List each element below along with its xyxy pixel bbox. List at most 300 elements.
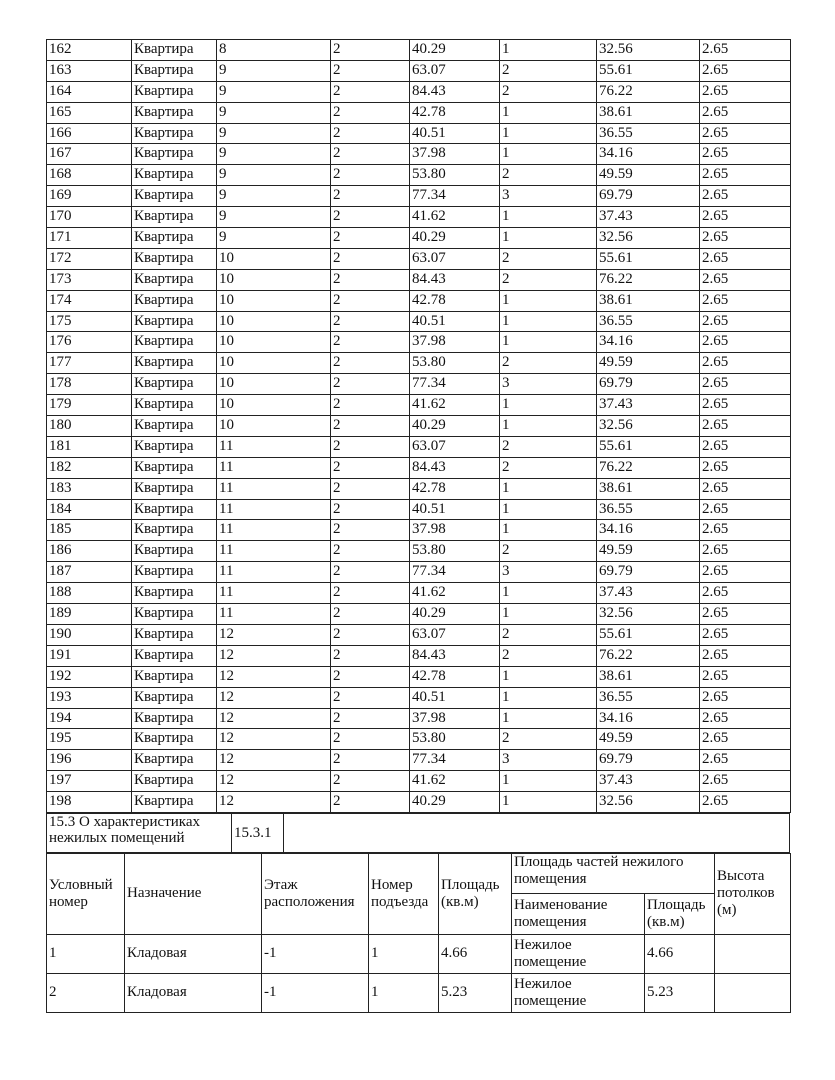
table-cell: 2 bbox=[331, 228, 410, 249]
table-row bbox=[47, 457, 791, 478]
table-cell: 9 bbox=[217, 102, 331, 123]
table-cell: 2 bbox=[331, 666, 410, 687]
table-cell: 34.16 bbox=[597, 708, 700, 729]
table-cell: 181 bbox=[47, 436, 132, 457]
table-cell: 40.29 bbox=[410, 416, 500, 437]
table-cell: 41.62 bbox=[410, 207, 500, 228]
table-cell: 40.29 bbox=[410, 228, 500, 249]
table-cell: 11 bbox=[217, 499, 331, 520]
table-cell: 2.65 bbox=[700, 583, 791, 604]
table-row bbox=[47, 186, 791, 207]
table-cell: 2 bbox=[331, 207, 410, 228]
table-row bbox=[47, 541, 791, 562]
table-cell: 9 bbox=[217, 60, 331, 81]
table-cell: 2.65 bbox=[700, 708, 791, 729]
table-cell: 195 bbox=[47, 729, 132, 750]
table-cell: Кладовая bbox=[125, 934, 262, 973]
table-cell: 12 bbox=[217, 666, 331, 687]
table-row bbox=[47, 374, 791, 395]
table-cell: 10 bbox=[217, 269, 331, 290]
table-cell: 32.56 bbox=[597, 604, 700, 625]
table-cell: 32.56 bbox=[597, 228, 700, 249]
table-cell: 76.22 bbox=[597, 645, 700, 666]
table-row bbox=[47, 750, 791, 771]
table-cell: 184 bbox=[47, 499, 132, 520]
table-row bbox=[47, 436, 791, 457]
table-cell: 2 bbox=[331, 102, 410, 123]
table-cell: 41.62 bbox=[410, 583, 500, 604]
table-cell: 11 bbox=[217, 478, 331, 499]
table-cell: 2 bbox=[500, 81, 597, 102]
table-cell: 2.65 bbox=[700, 311, 791, 332]
table-cell: 163 bbox=[47, 60, 132, 81]
table-cell: 2 bbox=[331, 562, 410, 583]
table-row bbox=[47, 165, 791, 186]
header-part-name: Наименование помещения bbox=[512, 894, 645, 935]
table-cell: 10 bbox=[217, 353, 331, 374]
table-row bbox=[47, 792, 791, 813]
table-cell: 2.65 bbox=[700, 520, 791, 541]
table-cell: 2 bbox=[331, 436, 410, 457]
table-cell: 69.79 bbox=[597, 186, 700, 207]
table-cell: Квартира bbox=[132, 708, 217, 729]
table-cell: 12 bbox=[217, 729, 331, 750]
table-cell: 42.78 bbox=[410, 290, 500, 311]
table-cell: 49.59 bbox=[597, 353, 700, 374]
table-cell: 1 bbox=[500, 207, 597, 228]
table-cell: 40.51 bbox=[410, 311, 500, 332]
table-cell: 77.34 bbox=[410, 374, 500, 395]
table-cell: 84.43 bbox=[410, 457, 500, 478]
table-cell: Квартира bbox=[132, 792, 217, 813]
table-cell: 176 bbox=[47, 332, 132, 353]
table-cell: 2 bbox=[500, 645, 597, 666]
table-cell: 2 bbox=[331, 81, 410, 102]
table-cell: 9 bbox=[217, 165, 331, 186]
table-cell: 2 bbox=[500, 541, 597, 562]
table-cell: 9 bbox=[217, 228, 331, 249]
table-cell: 179 bbox=[47, 395, 132, 416]
table-row bbox=[47, 311, 791, 332]
table-cell: 2 bbox=[331, 290, 410, 311]
table-cell: 2 bbox=[331, 248, 410, 269]
table-cell: 84.43 bbox=[410, 645, 500, 666]
table-cell: 3 bbox=[500, 374, 597, 395]
table-cell: 2.65 bbox=[700, 186, 791, 207]
table-cell: Квартира bbox=[132, 374, 217, 395]
table-cell: 38.61 bbox=[597, 478, 700, 499]
table-cell: 69.79 bbox=[597, 374, 700, 395]
table-cell: 1 bbox=[369, 973, 439, 1012]
table-cell: Квартира bbox=[132, 81, 217, 102]
table-cell: 32.56 bbox=[597, 40, 700, 61]
table-cell: 2.65 bbox=[700, 353, 791, 374]
table-cell: 172 bbox=[47, 248, 132, 269]
table-cell: 37.43 bbox=[597, 583, 700, 604]
table-row bbox=[47, 269, 791, 290]
table-cell: 34.16 bbox=[597, 332, 700, 353]
table-cell: 11 bbox=[217, 520, 331, 541]
table-cell: Квартира bbox=[132, 228, 217, 249]
table-cell: 2.65 bbox=[700, 416, 791, 437]
table-row bbox=[47, 604, 791, 625]
table-row bbox=[47, 395, 791, 416]
table-cell: 2.65 bbox=[700, 771, 791, 792]
table-cell: 177 bbox=[47, 353, 132, 374]
table-cell: 2 bbox=[331, 269, 410, 290]
table-cell: 173 bbox=[47, 269, 132, 290]
table-row bbox=[47, 708, 791, 729]
table-cell: 40.51 bbox=[410, 499, 500, 520]
table-cell: 194 bbox=[47, 708, 132, 729]
table-cell: Квартира bbox=[132, 520, 217, 541]
apartments-table bbox=[46, 39, 791, 813]
table-cell: 36.55 bbox=[597, 311, 700, 332]
table-cell: 178 bbox=[47, 374, 132, 395]
table-cell: 2 bbox=[331, 144, 410, 165]
table-cell: 2 bbox=[331, 645, 410, 666]
table-cell: 37.98 bbox=[410, 708, 500, 729]
table-cell: 2.65 bbox=[700, 40, 791, 61]
table-cell: 4.66 bbox=[645, 934, 715, 973]
table-cell: 76.22 bbox=[597, 81, 700, 102]
table-cell: 40.29 bbox=[410, 604, 500, 625]
table-cell: 169 bbox=[47, 186, 132, 207]
table-cell: 5.23 bbox=[439, 973, 512, 1012]
table-cell: Квартира bbox=[132, 666, 217, 687]
table-cell: 10 bbox=[217, 248, 331, 269]
table-cell: 2.65 bbox=[700, 228, 791, 249]
table-cell: 76.22 bbox=[597, 457, 700, 478]
table-cell: 196 bbox=[47, 750, 132, 771]
header-purpose: Назначение bbox=[125, 853, 262, 934]
table-cell: 8 bbox=[217, 40, 331, 61]
table-row bbox=[47, 666, 791, 687]
table-cell: 2.65 bbox=[700, 123, 791, 144]
header-area: Площадь (кв.м) bbox=[439, 853, 512, 934]
table-cell: 192 bbox=[47, 666, 132, 687]
table-cell: 2.65 bbox=[700, 81, 791, 102]
table-cell: 2.65 bbox=[700, 144, 791, 165]
document-page bbox=[46, 39, 790, 1013]
table-cell: Квартира bbox=[132, 541, 217, 562]
table-cell: 53.80 bbox=[410, 165, 500, 186]
table-cell: 2.65 bbox=[700, 645, 791, 666]
table-cell: 9 bbox=[217, 144, 331, 165]
table-cell: 2.65 bbox=[700, 457, 791, 478]
table-row bbox=[47, 102, 791, 123]
table-cell: 2.65 bbox=[700, 248, 791, 269]
table-cell: 168 bbox=[47, 165, 132, 186]
section-empty-cell bbox=[284, 813, 790, 852]
table-row bbox=[47, 624, 791, 645]
table-cell: 32.56 bbox=[597, 416, 700, 437]
table-row bbox=[47, 729, 791, 750]
table-cell: 11 bbox=[217, 541, 331, 562]
table-cell: 49.59 bbox=[597, 165, 700, 186]
table-cell: 198 bbox=[47, 792, 132, 813]
table-cell: 41.62 bbox=[410, 395, 500, 416]
table-cell: 42.78 bbox=[410, 666, 500, 687]
table-cell: 37.43 bbox=[597, 395, 700, 416]
table-cell: 2 bbox=[331, 792, 410, 813]
table-cell: 77.34 bbox=[410, 186, 500, 207]
table-cell: 76.22 bbox=[597, 269, 700, 290]
table-cell: 185 bbox=[47, 520, 132, 541]
table-cell: 9 bbox=[217, 207, 331, 228]
table-cell: 10 bbox=[217, 395, 331, 416]
table-cell: 197 bbox=[47, 771, 132, 792]
table-row bbox=[47, 771, 791, 792]
table-cell: 193 bbox=[47, 687, 132, 708]
table-cell: 12 bbox=[217, 792, 331, 813]
table-cell: 2.65 bbox=[700, 332, 791, 353]
table-cell: 2.65 bbox=[700, 687, 791, 708]
table-row bbox=[47, 60, 791, 81]
table-cell: 186 bbox=[47, 541, 132, 562]
table-cell: Квартира bbox=[132, 604, 217, 625]
table-cell: 1 bbox=[500, 395, 597, 416]
table-cell: 2.65 bbox=[700, 624, 791, 645]
table-cell: 10 bbox=[217, 374, 331, 395]
table-cell: 188 bbox=[47, 583, 132, 604]
table-cell: 1 bbox=[500, 604, 597, 625]
table-cell: 2 bbox=[331, 541, 410, 562]
table-cell: 187 bbox=[47, 562, 132, 583]
table-cell: 2 bbox=[331, 604, 410, 625]
table-cell: 2 bbox=[331, 520, 410, 541]
table-cell: 1 bbox=[500, 583, 597, 604]
table-cell: Квартира bbox=[132, 144, 217, 165]
table-cell: 84.43 bbox=[410, 269, 500, 290]
table-row bbox=[47, 353, 791, 374]
table-cell: Квартира bbox=[132, 123, 217, 144]
table-cell: 55.61 bbox=[597, 248, 700, 269]
table-cell: 55.61 bbox=[597, 60, 700, 81]
table-cell: 2.65 bbox=[700, 478, 791, 499]
table-cell: 1 bbox=[500, 792, 597, 813]
table-cell: 1 bbox=[500, 40, 597, 61]
table-row bbox=[47, 290, 791, 311]
table-cell: Квартира bbox=[132, 102, 217, 123]
table-cell: 2.65 bbox=[700, 604, 791, 625]
table-cell: Квартира bbox=[132, 353, 217, 374]
table-cell: 2 bbox=[500, 457, 597, 478]
table-cell: 1 bbox=[500, 520, 597, 541]
table-cell: 12 bbox=[217, 771, 331, 792]
table-cell: 49.59 bbox=[597, 541, 700, 562]
table-cell: 190 bbox=[47, 624, 132, 645]
table-cell: Квартира bbox=[132, 729, 217, 750]
table-cell: Нежилое помещение bbox=[512, 973, 645, 1012]
table-cell: 2.65 bbox=[700, 60, 791, 81]
table-cell: 11 bbox=[217, 604, 331, 625]
table-cell: 36.55 bbox=[597, 687, 700, 708]
table-cell: Квартира bbox=[132, 562, 217, 583]
table-cell: 53.80 bbox=[410, 541, 500, 562]
table-cell: 9 bbox=[217, 186, 331, 207]
table-cell: 1 bbox=[500, 123, 597, 144]
table-cell: 170 bbox=[47, 207, 132, 228]
table-cell: Квартира bbox=[132, 771, 217, 792]
table-cell: 5.23 bbox=[645, 973, 715, 1012]
table-cell: 2 bbox=[500, 353, 597, 374]
table-cell: 2 bbox=[331, 40, 410, 61]
table-cell: 42.78 bbox=[410, 102, 500, 123]
table-cell: 2.65 bbox=[700, 729, 791, 750]
table-cell: Квартира bbox=[132, 750, 217, 771]
table-cell: 40.51 bbox=[410, 123, 500, 144]
table-cell: Нежилое помещение bbox=[512, 934, 645, 973]
table-cell: 40.29 bbox=[410, 792, 500, 813]
table-row bbox=[47, 562, 791, 583]
table-cell: 42.78 bbox=[410, 478, 500, 499]
table-cell: 162 bbox=[47, 40, 132, 61]
table-cell bbox=[715, 973, 791, 1012]
table-cell: 69.79 bbox=[597, 562, 700, 583]
table-row bbox=[47, 40, 791, 61]
table-cell: 1 bbox=[500, 102, 597, 123]
table-row bbox=[47, 228, 791, 249]
table-cell: 2.65 bbox=[700, 750, 791, 771]
table-cell: 2.65 bbox=[700, 436, 791, 457]
table-cell: 2 bbox=[331, 416, 410, 437]
header-part-area: Площадь (кв.м) bbox=[645, 894, 715, 935]
header-parts: Площадь частей нежилого помещения bbox=[512, 853, 715, 894]
table-cell: 2 bbox=[331, 457, 410, 478]
table-cell: 2.65 bbox=[700, 207, 791, 228]
table-cell: 37.98 bbox=[410, 144, 500, 165]
table-cell: 2 bbox=[331, 60, 410, 81]
table-cell: 34.16 bbox=[597, 520, 700, 541]
table-cell: 37.43 bbox=[597, 207, 700, 228]
table-cell: 171 bbox=[47, 228, 132, 249]
table-cell: 9 bbox=[217, 81, 331, 102]
table-cell: Квартира bbox=[132, 478, 217, 499]
table-cell: 69.79 bbox=[597, 750, 700, 771]
table-row bbox=[47, 687, 791, 708]
table-cell: 2 bbox=[331, 729, 410, 750]
header-entrance: Номер подъезда bbox=[369, 853, 439, 934]
table-row bbox=[47, 645, 791, 666]
table-cell: 77.34 bbox=[410, 562, 500, 583]
table-cell: 1 bbox=[500, 771, 597, 792]
table-row bbox=[47, 332, 791, 353]
table-cell: 77.34 bbox=[410, 750, 500, 771]
table-cell: 1 bbox=[500, 311, 597, 332]
table-cell: Квартира bbox=[132, 60, 217, 81]
table-cell: 1 bbox=[500, 708, 597, 729]
table-cell: 41.62 bbox=[410, 771, 500, 792]
table-cell: 2 bbox=[500, 248, 597, 269]
table-cell: Квартира bbox=[132, 311, 217, 332]
table-cell: 11 bbox=[217, 562, 331, 583]
header-height: Высота потолков (м) bbox=[715, 853, 791, 934]
table-row bbox=[47, 934, 791, 973]
table-cell: Квартира bbox=[132, 248, 217, 269]
table-cell: 2.65 bbox=[700, 269, 791, 290]
table-row bbox=[47, 144, 791, 165]
table-row bbox=[47, 207, 791, 228]
table-cell: 36.55 bbox=[597, 123, 700, 144]
section-code: 15.3.1 bbox=[232, 813, 284, 852]
table-cell: 191 bbox=[47, 645, 132, 666]
table-cell: 9 bbox=[217, 123, 331, 144]
table-cell: 12 bbox=[217, 750, 331, 771]
table-cell: Квартира bbox=[132, 332, 217, 353]
table-cell: 189 bbox=[47, 604, 132, 625]
table-cell: 2 bbox=[331, 499, 410, 520]
table-cell: 2 bbox=[331, 395, 410, 416]
table-cell: 1 bbox=[500, 228, 597, 249]
table-cell: 1 bbox=[500, 499, 597, 520]
table-cell: 2 bbox=[331, 583, 410, 604]
table-cell: Квартира bbox=[132, 499, 217, 520]
table-cell: 11 bbox=[217, 436, 331, 457]
table-cell: 37.43 bbox=[597, 771, 700, 792]
table-cell: 12 bbox=[217, 624, 331, 645]
table-cell: 63.07 bbox=[410, 436, 500, 457]
table-row bbox=[47, 81, 791, 102]
table-cell: 2 bbox=[331, 478, 410, 499]
table-cell: 2 bbox=[500, 269, 597, 290]
table-cell: 84.43 bbox=[410, 81, 500, 102]
table-cell: 1 bbox=[47, 934, 125, 973]
table-cell: 183 bbox=[47, 478, 132, 499]
table-cell: 12 bbox=[217, 687, 331, 708]
table-cell: -1 bbox=[262, 934, 369, 973]
table-cell: Квартира bbox=[132, 645, 217, 666]
table-cell: 2 bbox=[331, 771, 410, 792]
table-row bbox=[47, 478, 791, 499]
table-cell: 182 bbox=[47, 457, 132, 478]
table-cell: 63.07 bbox=[410, 624, 500, 645]
table-cell: 2.65 bbox=[700, 374, 791, 395]
table-cell: 11 bbox=[217, 457, 331, 478]
table-cell: 165 bbox=[47, 102, 132, 123]
table-cell: 3 bbox=[500, 750, 597, 771]
header-num: Условный номер bbox=[47, 853, 125, 934]
table-cell: 10 bbox=[217, 416, 331, 437]
table-cell: 2.65 bbox=[700, 541, 791, 562]
table-cell: 2 bbox=[500, 436, 597, 457]
table-cell: 2 bbox=[331, 353, 410, 374]
table-cell: 63.07 bbox=[410, 248, 500, 269]
table-cell: 2.65 bbox=[700, 499, 791, 520]
table-cell: 11 bbox=[217, 583, 331, 604]
table-cell: 37.98 bbox=[410, 332, 500, 353]
table-cell: Квартира bbox=[132, 290, 217, 311]
table-cell: 38.61 bbox=[597, 290, 700, 311]
table-cell: 37.98 bbox=[410, 520, 500, 541]
table-cell: Квартира bbox=[132, 40, 217, 61]
table-cell: 38.61 bbox=[597, 102, 700, 123]
table-cell: Квартира bbox=[132, 269, 217, 290]
table-cell: 49.59 bbox=[597, 729, 700, 750]
table-cell: Квартира bbox=[132, 416, 217, 437]
table-cell: 1 bbox=[500, 478, 597, 499]
table-cell: 2.65 bbox=[700, 102, 791, 123]
table-cell: 2.65 bbox=[700, 290, 791, 311]
table-cell: 38.61 bbox=[597, 666, 700, 687]
section-header-table bbox=[46, 813, 790, 853]
table-cell: 2 bbox=[331, 750, 410, 771]
table-cell: 53.80 bbox=[410, 353, 500, 374]
table-row bbox=[47, 973, 791, 1012]
table-cell: 167 bbox=[47, 144, 132, 165]
table-cell: 36.55 bbox=[597, 499, 700, 520]
table-cell: 2 bbox=[331, 123, 410, 144]
